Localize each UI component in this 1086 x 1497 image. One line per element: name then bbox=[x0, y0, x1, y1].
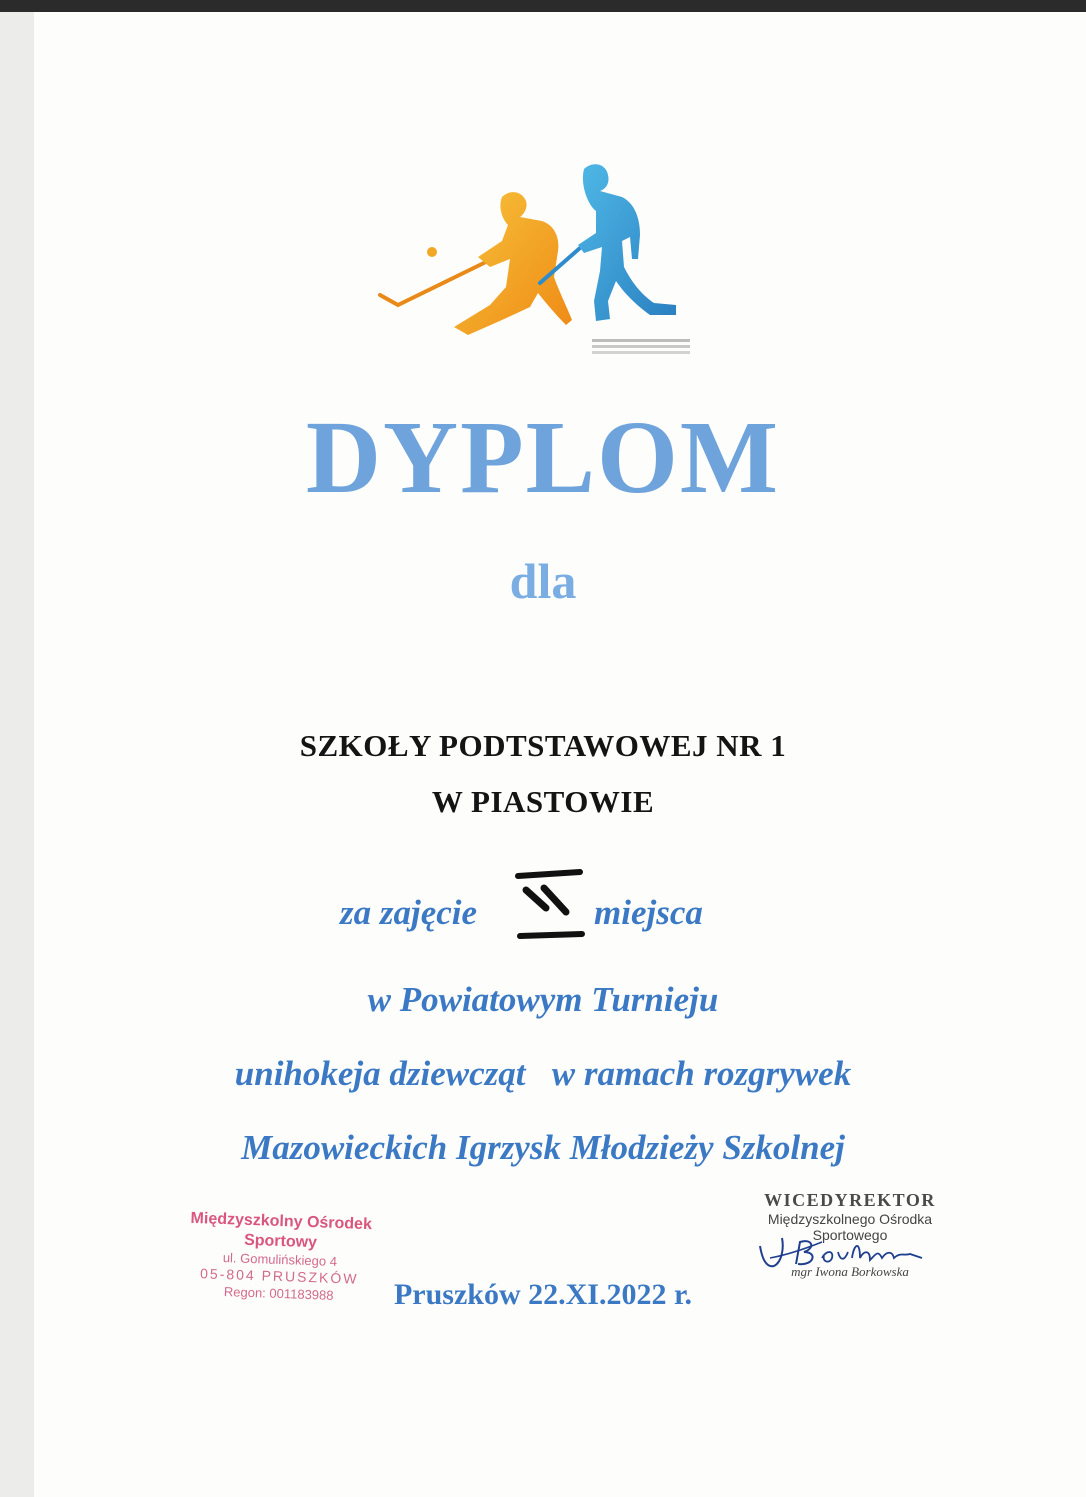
for-word: dla bbox=[509, 553, 577, 609]
stamp-institution-2: Sportowego bbox=[812, 1227, 888, 1244]
handwritten-place-mark bbox=[512, 868, 586, 944]
award-prefix: za zajęcie bbox=[340, 893, 478, 932]
stamp-role: WICEDYREKTOR bbox=[764, 1190, 936, 1210]
stamp-city: 05-804 PRUSZKÓW bbox=[199, 1265, 359, 1287]
stamp-regon: Regon: 001183988 bbox=[223, 1283, 334, 1303]
place-and-date: Pruszków 22.XI.2022 r. bbox=[393, 1278, 693, 1311]
recipient-line-2: W PIASTOWIE bbox=[431, 784, 655, 819]
stamp-street: ul. Gomulińskiego 4 bbox=[222, 1250, 338, 1269]
award-suffix: miejsca bbox=[594, 893, 703, 932]
diploma-title: DYPLOM bbox=[305, 400, 781, 515]
scan-edge-top bbox=[0, 0, 1086, 12]
signature bbox=[752, 1228, 932, 1274]
floorball-players-icon bbox=[370, 155, 710, 370]
stamp-person-name: mgr Iwona Borkowska bbox=[791, 1264, 909, 1279]
recipient-line-1: SZKOŁY PODTSTAWOWEJ NR 1 bbox=[299, 728, 787, 763]
stamp-institution-1: Międzyszkolnego Ośrodka bbox=[767, 1211, 933, 1227]
stamp-org-name: Międzyszkolny Ośrodek Sportowy bbox=[190, 1209, 373, 1252]
event-line-1: w Powiatowym Turnieju bbox=[367, 980, 719, 1019]
event-line-2: unihokeja dziewcząt w ramach rozgrywek bbox=[234, 1054, 852, 1093]
event-line-3: Mazowieckich Igrzysk Młodzieży Szkolnej bbox=[241, 1128, 845, 1167]
